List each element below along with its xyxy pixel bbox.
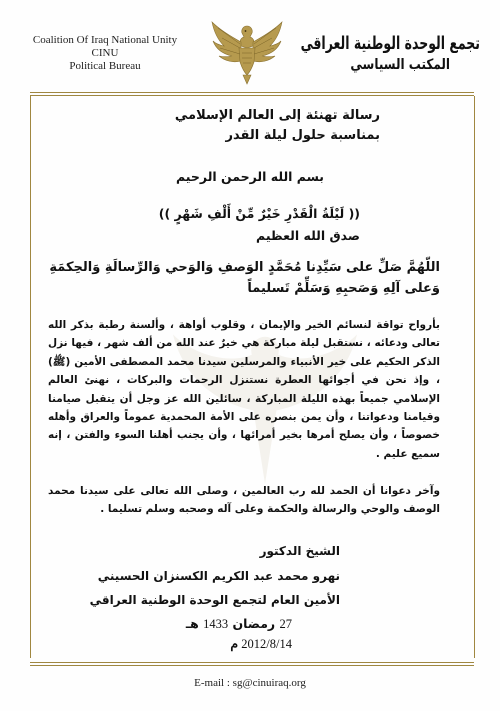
signatory-name: نهرو محمد عبد الكريم الكسنزان الحسيني bbox=[97, 569, 340, 583]
body-paragraph-1: بأرواح تواقة لنسائم الخير والإيمان ، وقلوب أواهة ، وألسنة رطبة بذكر الله تعالى ودعائه ، نستقبل ليلة مباركة هي خيرٌ عند الله من ألف شهر ، فيها نزل الذكر الحكيم على خير الأنبياء والمرسلين سيدنا محمد المصطفى الأمين (ﷺ) ، وإذ نحن في أجوائها العطرة نستنزل الرحمات والبركات ، نهنئ العالم الإسلامي جميعاً بهذه الليلة المباركة ، سائلين الله عز وجل أن يتقبل صيامنا وقيامنا ودعواتنا ، وأن يمن بنصره على الأمة المحمدية عموماً والعراق وأهله خصوصاً ، وأن يصلح أمرها بخير أمرائها ، وأن يجنب أهلنا السوء والفتن ، إنه سميع عليم . bbox=[48, 319, 440, 460]
verse-closing: صدق الله العظيم bbox=[256, 228, 360, 243]
gregorian-date bbox=[230, 636, 292, 652]
top-rule-thin bbox=[30, 95, 474, 96]
body-paragraph-2: وآخر دعوانا أن الحمد لله رب العالمين ، وصلى الله تعالى على سيدنا محمد الوصف والوحي والرسالة والحكمة وعلى آله وصحبه وسلم تسليما . bbox=[48, 485, 440, 516]
signatory-title: الشيخ الدكتور bbox=[259, 544, 340, 558]
signatory-position: الأمين العام لتجمع الوحدة الوطنية العراقي bbox=[89, 593, 340, 607]
hijri-year: 1433 bbox=[203, 617, 229, 631]
bottom-rule bbox=[30, 662, 474, 663]
basmala: بسم الله الرحمن الرحيم bbox=[176, 169, 324, 184]
top-rule bbox=[30, 92, 474, 93]
hijri-date bbox=[186, 616, 292, 632]
salawat-line-1: اللّهُمَّ صَلِّ على سَيِّدِنا مُحَمَّدٍ الوَصفِ وَالوَحي وَالرِّسالَةِ وَالحِكمَةِ bbox=[49, 260, 440, 275]
letter-title: رسالة تهنئة إلى العالم الإسلامي bbox=[174, 108, 380, 123]
bottom-rule-thin bbox=[30, 665, 474, 666]
hijri-day: 27 bbox=[279, 617, 292, 631]
org-acronym: CINU bbox=[91, 47, 119, 59]
org-name-en: Coalition Of Iraq National Unity bbox=[32, 34, 178, 46]
footer-email: E-mail : sg@cinuiraq.org bbox=[194, 677, 306, 689]
bureau-name-ar: المكتب السياسي bbox=[350, 56, 450, 73]
greg-date-value: 2012/8/14 bbox=[241, 637, 292, 651]
hijri-suffix: هـ bbox=[185, 616, 199, 631]
hijri-month: رمضان bbox=[232, 616, 276, 631]
greg-suffix: م bbox=[230, 637, 239, 651]
org-name-ar: تجمع الوحدة الوطنية العراقي bbox=[300, 32, 480, 53]
english-header bbox=[30, 34, 180, 73]
letter-subtitle: بمناسبة حلول ليلة القدر bbox=[225, 128, 380, 143]
salawat-line-2: وَعلى آلِهِ وَصَحبِهِ وَسَلِّمْ تَسليماً bbox=[247, 281, 440, 296]
arabic-header bbox=[300, 32, 480, 73]
bureau-name-en: Political Bureau bbox=[69, 60, 141, 72]
eagle-emblem-icon bbox=[210, 18, 284, 88]
quran-verse: (( لَيْلَةُ الْقَدْرِ خَيْرٌ مِّنْ أَلْفِ شَهْرٍ )) bbox=[158, 206, 360, 221]
